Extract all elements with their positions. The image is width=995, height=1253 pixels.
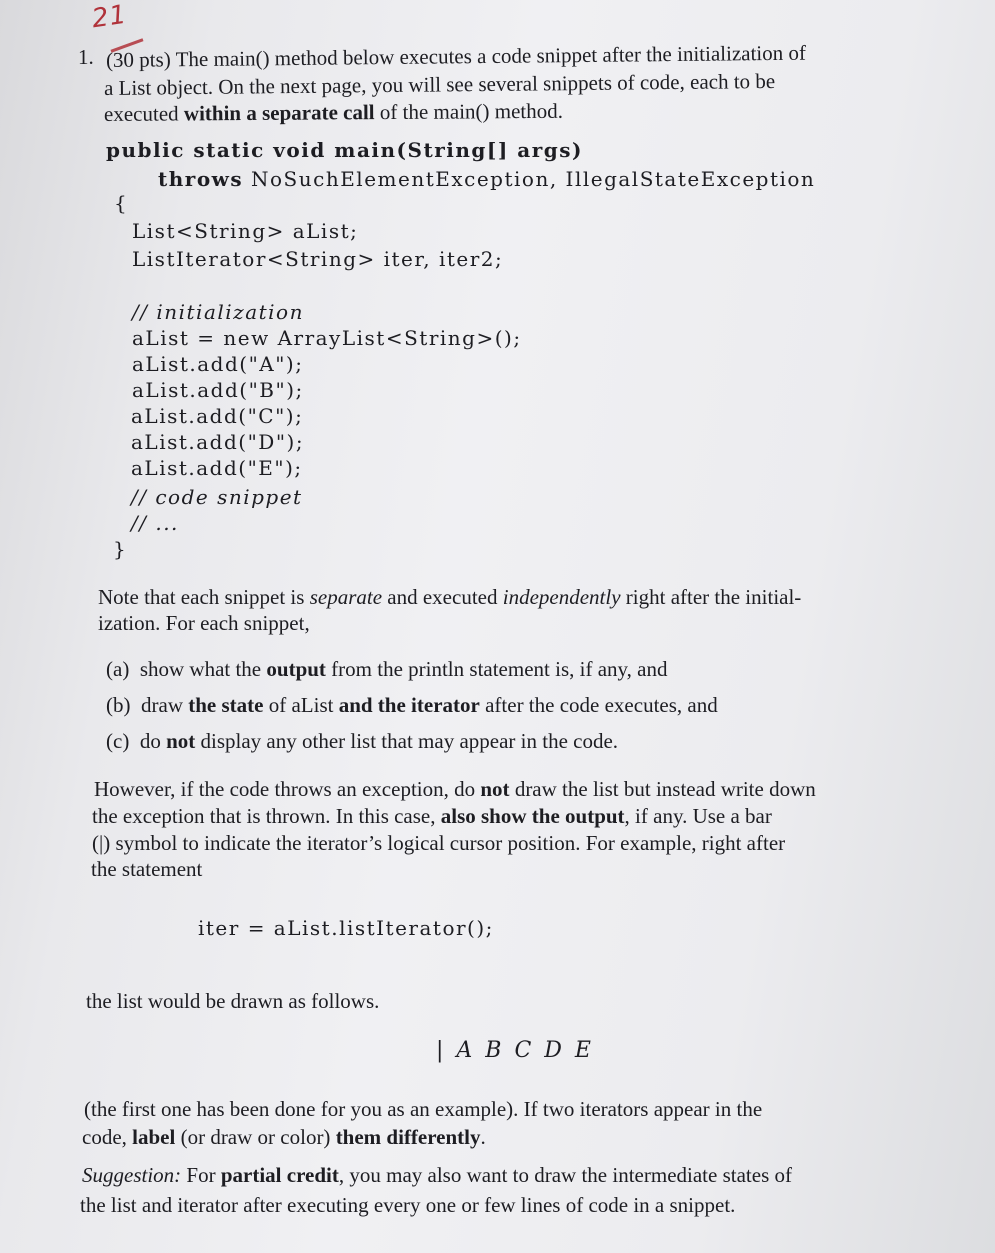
code-throws-line — [158, 167, 815, 191]
question-intro-line-2: a List object. On the next page, you will see several snippets of code, each to be — [103, 68, 776, 100]
item-c-post: display any other list that may appear in the code. — [195, 729, 619, 753]
however-line-3: (|) symbol to indicate the iterator’s logical cursor position. For example, right after — [92, 831, 786, 855]
item-b-post: after the code executes, and — [479, 693, 718, 717]
however-line-4: the statement — [91, 857, 203, 881]
item-b-mid: of aList — [263, 693, 339, 717]
note-text-b: and executed — [382, 585, 503, 609]
closing-2-bold-1: label — [132, 1125, 176, 1149]
code-decl-list: List<String> aList; — [132, 219, 359, 243]
note-text-c: right after the initial- — [620, 585, 802, 609]
closing-2c: . — [480, 1125, 486, 1149]
code-add-a: aList.add("A"); — [132, 352, 304, 376]
item-a-post: from the println statement is, if any, and — [325, 657, 668, 681]
question-number: 1. — [78, 45, 94, 69]
code-init-arraylist: aList = new ArrayList<String>(); — [132, 326, 522, 350]
note-text-a: Note that each snippet is — [98, 585, 310, 609]
code-exceptions: NoSuchElementException, IllegalStateException — [251, 167, 816, 191]
code-comment-snippet: // code snippet — [131, 485, 303, 509]
however-2a: the exception that is thrown. In this case, — [92, 804, 441, 828]
suggestion-line-1 — [82, 1162, 792, 1189]
suggestion-label: Suggestion: — [82, 1163, 182, 1187]
note-independently: independently — [502, 585, 621, 609]
code-close-brace: } — [113, 537, 128, 561]
example-list-drawing: | A B C D E — [436, 1038, 594, 1063]
item-b — [106, 692, 718, 719]
note-separate: separate — [309, 585, 383, 609]
closing-line-2 — [82, 1124, 486, 1151]
item-c-bold: not — [166, 729, 196, 753]
drawn-as-follows: the list would be drawn as follows. — [86, 989, 380, 1013]
item-a — [106, 656, 667, 683]
closing-2b: (or draw or color) — [175, 1125, 336, 1149]
item-b-bold-1: the state — [188, 693, 264, 717]
item-b-pre: draw — [141, 693, 189, 717]
item-b-bold-2: and the iterator — [338, 693, 480, 717]
item-a-bold: output — [266, 657, 326, 681]
intro-line-3-bold: within a separate call — [183, 100, 375, 126]
question-intro-text-1: The main() method below executes a code snippet after the initialization of — [175, 40, 807, 72]
question-intro-line-3 — [104, 99, 563, 127]
item-c — [106, 728, 618, 755]
item-a-label: (a) — [106, 657, 130, 681]
code-comment-dots: // ... — [131, 511, 179, 535]
code-decl-iterators: ListIterator<String> iter, iter2; — [132, 247, 504, 271]
however-line-1 — [94, 776, 816, 803]
however-1b: draw the list but instead write down — [509, 777, 816, 801]
suggestion-1a: For — [181, 1163, 221, 1187]
closing-2-bold-2: them differently — [335, 1125, 481, 1149]
code-open-brace: { — [114, 191, 129, 215]
item-b-label: (b) — [106, 693, 131, 717]
however-1-bold: not — [480, 777, 510, 801]
code-add-b: aList.add("B"); — [132, 378, 304, 402]
suggestion-line-2: the list and iterator after executing every one or few lines of code in a snippet. — [80, 1193, 736, 1217]
item-a-pre: show what the — [139, 657, 267, 681]
code-throws-keyword: throws — [158, 167, 244, 191]
note-line-2: ization. For each snippet, — [98, 611, 310, 635]
suggestion-1-bold: partial credit — [220, 1163, 339, 1187]
however-2b: , if any. Use a bar — [624, 804, 772, 828]
code-add-d: aList.add("D"); — [131, 430, 305, 454]
code-comment-initialization: // initialization — [132, 300, 304, 324]
intro-line-3-pre: executed — [103, 101, 184, 126]
item-c-pre: do — [139, 729, 167, 753]
code-signature: public static void main(String[] args) — [106, 138, 583, 162]
example-code: iter = aList.listIterator(); — [198, 916, 494, 940]
suggestion-1b: , you may also want to draw the intermediate states of — [338, 1163, 792, 1187]
intro-line-3-post: of the main() method. — [374, 98, 564, 125]
question-points: (30 pts) — [105, 47, 171, 72]
item-c-label: (c) — [106, 729, 130, 753]
question-intro-line-1 — [104, 41, 806, 73]
however-line-2 — [92, 803, 772, 830]
however-2-bold: also show the output — [440, 804, 625, 828]
closing-2a: code, — [82, 1125, 133, 1149]
closing-line-1: (the first one has been done for you as an example). If two iterators appear in the — [84, 1097, 763, 1121]
note-line-1 — [98, 584, 801, 611]
handwritten-score: 21 — [90, 0, 130, 35]
code-add-c: aList.add("C"); — [131, 404, 304, 428]
however-1a: However, if the code throws an exception, do — [94, 777, 481, 801]
code-add-e: aList.add("E"); — [131, 456, 303, 480]
